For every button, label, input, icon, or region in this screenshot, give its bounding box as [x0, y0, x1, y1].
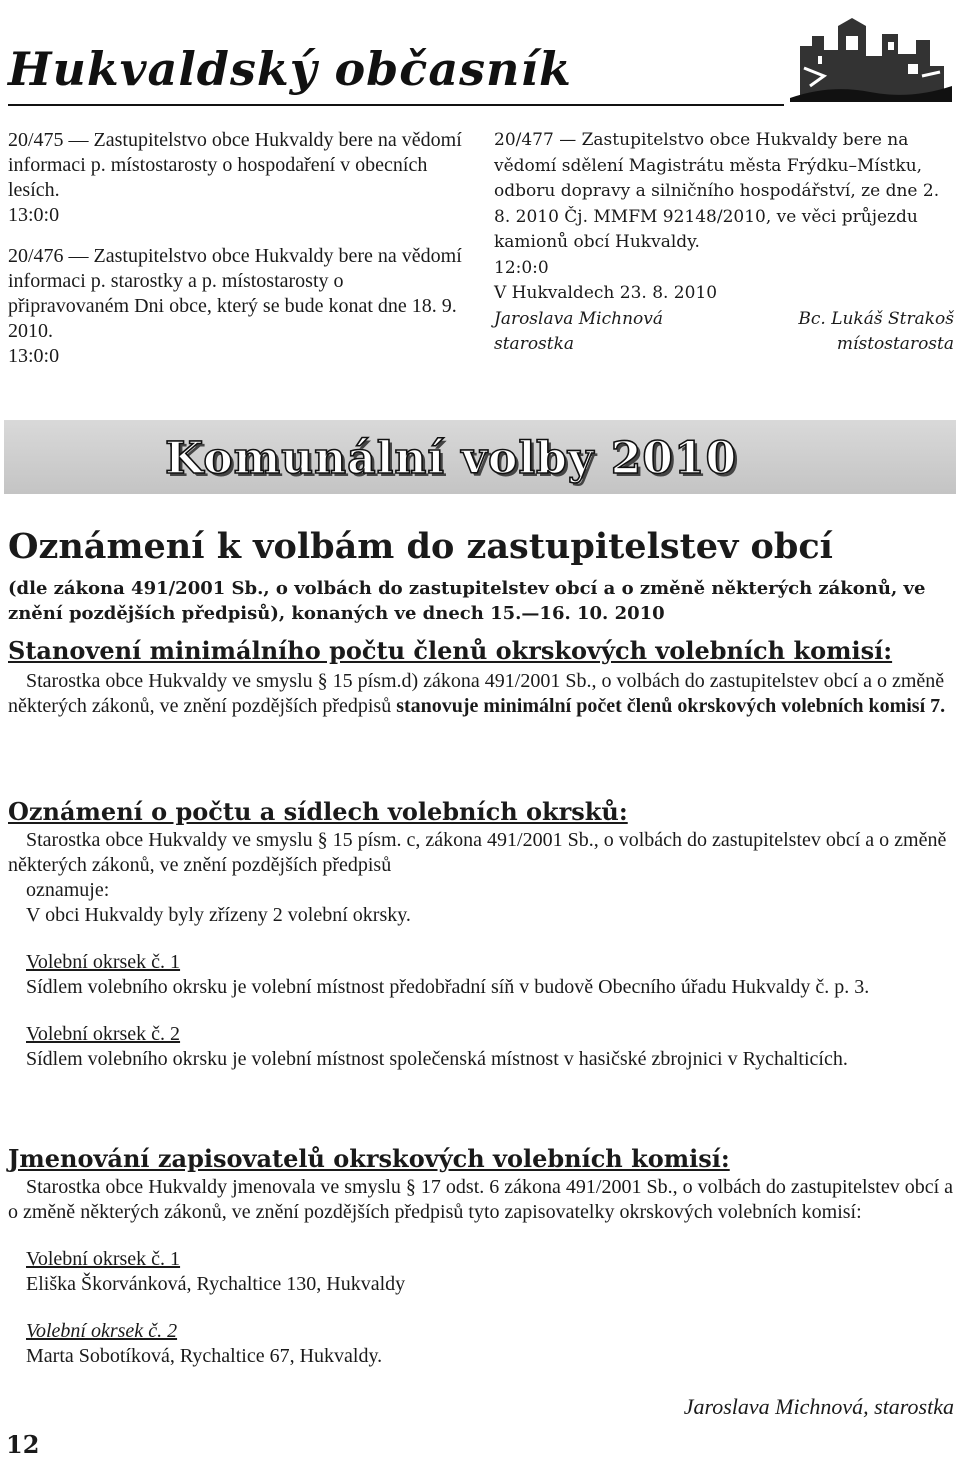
section-heading: Jmenování zapisovatelů okrskových volebních komisí: [8, 1144, 730, 1173]
district-1-label: Volební okrsek č. 1 [26, 1248, 181, 1270]
resolution-476: 20/476 — Zastupitelstvo obce Hukvaldy bere na vědomí informaci p. starostky a p. místostarosty o připravovaném Dni obce, který se bude konat dne 18. 9. 2010. [8, 245, 462, 342]
place-date: V Hukvaldech 23. 8. 2010 [494, 283, 718, 303]
closing-signature: Jaroslava Michnová, starostka [683, 1394, 954, 1419]
district-1-recorder: Eliška Škorvánková, Rychaltice 130, Hukvaldy [26, 1273, 406, 1295]
district-2-label: Volební okrsek č. 2 [26, 1023, 181, 1045]
signature-names [494, 307, 954, 333]
section-heading: Stanovení minimálního počtu členů okrskových volebních komisí: [8, 636, 893, 665]
right-column [494, 128, 954, 358]
vote-477: 12:0:0 [494, 257, 549, 278]
district-2-label: Volební okrsek č. 2 [26, 1320, 178, 1342]
page-number: 12 [6, 1430, 40, 1459]
district-1-label: Volební okrsek č. 1 [26, 951, 181, 973]
resolution-475: 20/475 — Zastupitelstvo obce Hukvaldy bere na vědomí informaci p. místostarosty o hospodaření v obecních lesích. [8, 129, 462, 201]
vote-476: 13:0:0 [8, 345, 60, 367]
signature-roles [494, 332, 954, 358]
role-deputy: místostarosta [836, 334, 954, 354]
district-1-text: Sídlem volebního okrsku je volební místnost předobřadní síň v budově Obecního úřadu Hukvaldy č. p. 3. [26, 976, 870, 998]
castle-ruin-logo [790, 6, 952, 102]
section-text: Starostka obce Hukvaldy jmenovala ve smyslu § 17 odst. 6 zákona 491/2001 Sb., o volbách do zastupitelstev obcí a o změně některých zákonů, ve znění pozdějších předpisů tyto zapisovatelky okrskových volebních komisí: [8, 1176, 954, 1223]
section-districts [8, 797, 954, 1072]
vote-475: 13:0:0 [8, 204, 60, 226]
section-heading: Oznámení o počtu a sídlech volebních okrsků: [8, 797, 628, 826]
role-mayor: starostka [494, 334, 575, 354]
section-recorders [8, 1144, 954, 1369]
section-committee-size [8, 636, 954, 719]
signatory-deputy: Bc. Lukáš Strakoš [798, 308, 954, 329]
section-text-bold: stanovuje minimální počet členů okrskových volebních komisí 7. [396, 695, 946, 717]
district-2-text: Sídlem volebního okrsku je volební místnost společenská místnost v hasičské zbrojnici v Rychalticích. [26, 1048, 848, 1070]
announcement-title: Oznámení k volbám do zastupitelstev obcí [8, 526, 833, 567]
masthead-title: Hukvaldský občasník [8, 42, 572, 96]
district-2-recorder: Marta Sobotíková, Rychaltice 67, Hukvaldy. [26, 1345, 383, 1367]
section-text: Starostka obce Hukvaldy ve smyslu § 15 písm. c, zákona 491/2001 Sb., o volbách do zastupitelstev obcí a o změně některých zákonů, ve znění pozdějších předpisů [8, 829, 947, 876]
banner-title: Komunální volby 2010 [165, 433, 738, 484]
district-count: V obci Hukvaldy byly zřízeny 2 volební okrsky. [26, 904, 411, 926]
announces-label: oznamuje: [26, 879, 110, 901]
left-column [8, 128, 464, 369]
masthead-rule [8, 104, 784, 106]
announcement-lead: (dle zákona 491/2001 Sb., o volbách do zastupitelstev obcí a o změně některých zákonů, ve znění pozdějších předpisů), konaných ve dnech 15.—16. 10. 2010 [8, 578, 926, 624]
signatory-mayor: Jaroslava Michnová [494, 308, 663, 329]
section-text: Starostka obce Hukvaldy ve smyslu § 15 písm.d) zákona 491/2001 Sb., o volbách do zastupitelstev obcí a o změně některých zákonů, ve znění pozdějších předpisů [8, 670, 945, 717]
resolution-477: 20/477 — Zastupitelstvo obce Hukvaldy bere na vědomí sdělení Magistrátu města Frýdku–Místku, odboru dopravy a silničního hospodářství, ze dne 2. 8. 2010 Čj. MMFM 92148/2010, ve věci průjezdu kamionů obcí Hukvaldy. [494, 130, 940, 252]
